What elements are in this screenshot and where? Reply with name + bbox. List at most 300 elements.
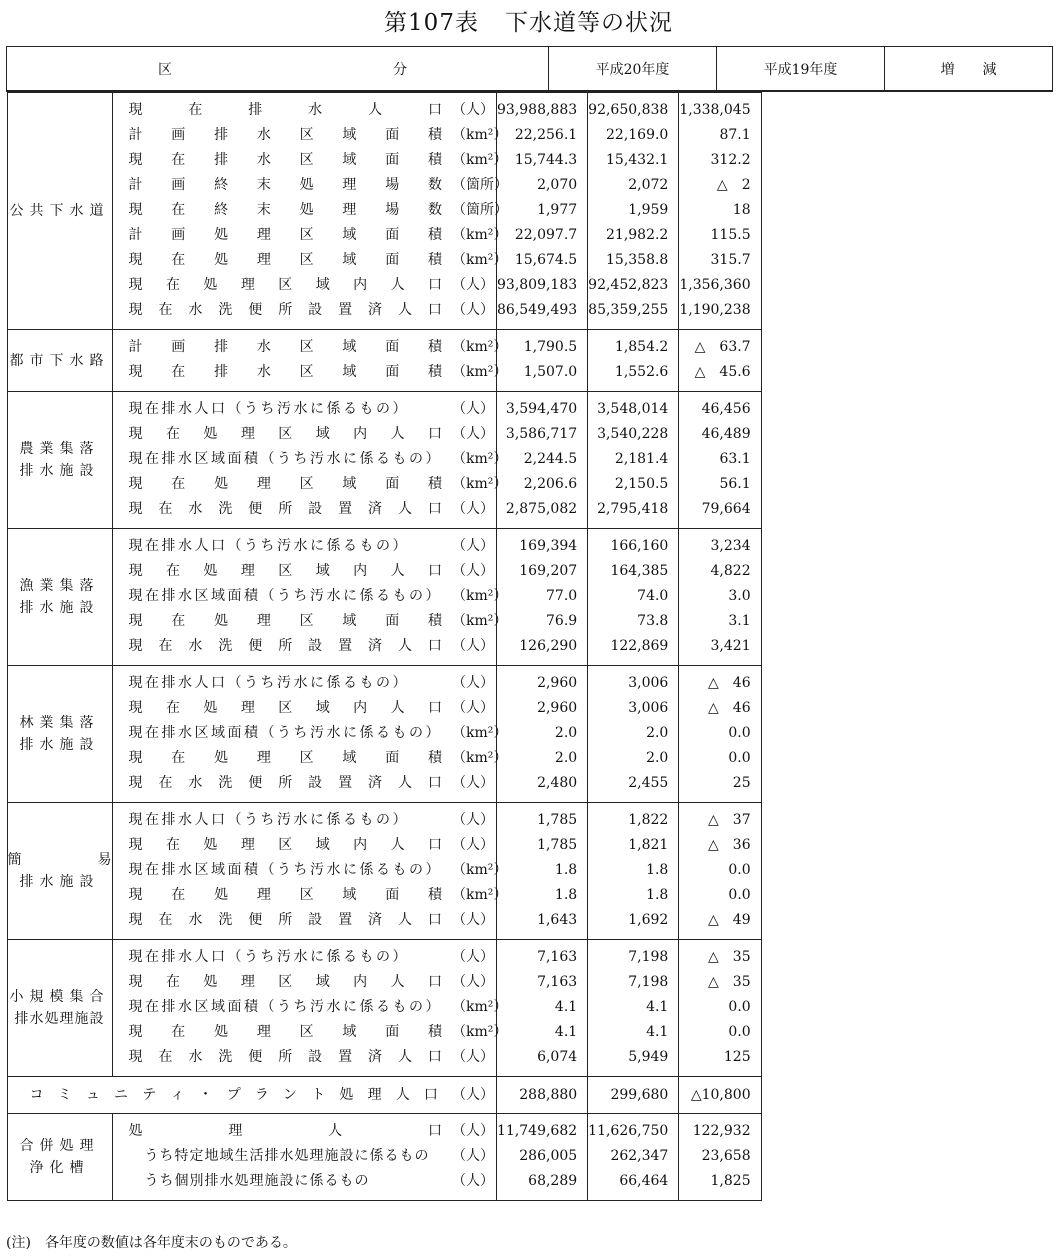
cell-value: 92,650,838 [588,102,669,118]
item-char: 内 [353,974,368,990]
unit-label: （人） [452,1148,494,1164]
cell-value: 2,206.6 [523,476,578,492]
cell-value: 2,070 [537,177,578,193]
table-row [113,273,497,298]
item-char: 域 [342,613,357,629]
table-row [113,833,497,858]
unit-label: （km²） [452,613,508,629]
item-char: 置 [338,638,353,654]
item-char: 設 [308,302,323,318]
category-line-2: 浄化槽 [29,1160,90,1176]
item-char: 現 [128,887,143,903]
item-char: 区 [299,476,314,492]
item-char: 末 [256,202,271,218]
item-char: 人 [397,302,412,318]
item-char: 洗 [218,638,233,654]
item-char: 面 [385,887,400,903]
unit-label: （人） [452,812,494,828]
cell-value: 1.8 [554,887,578,903]
cell-value: △ 46 [708,675,751,691]
item-char: 処 [299,177,314,193]
unit-label: （km²） [452,339,508,355]
item-char: 域 [342,1024,357,1040]
table-row [113,447,508,472]
item-char: 処 [203,426,218,442]
group-groups-5 [7,803,761,940]
cell-value: 3,421 [710,638,751,654]
item-char: 域 [315,563,330,579]
category-label [7,803,112,940]
unit-label: （km²） [452,127,508,143]
item-char: 設 [308,638,323,654]
table-row [113,559,497,584]
item-label: 現在排水人口（うち汚水に係るもの） [128,675,409,691]
cell-value: 25 [732,775,751,791]
item-char: 人 [397,1049,412,1065]
cell-value: 4.1 [554,999,578,1015]
cell-value: 21,982.2 [606,227,669,243]
page-title [0,4,1057,37]
cell-value: 6,074 [537,1049,578,1065]
item-char: 所 [278,775,293,791]
item-label [129,908,453,933]
item-char: 在 [165,974,180,990]
category-line: 公共下水道 [9,203,110,219]
item-char: 設 [308,1049,323,1065]
item-char: 現 [128,837,143,853]
item-char: 在 [158,912,173,928]
h19-column [588,93,679,330]
cell-value: 85,359,255 [588,302,669,318]
cell-value: 2,150.5 [614,476,669,492]
item-char: 済 [368,775,382,791]
cell-value: △ 45.6 [694,364,751,380]
item-char: 区 [299,152,314,168]
cell-value: 2,960 [537,700,578,716]
item-char: 在 [158,638,173,654]
item-char: 人 [368,102,383,118]
item-label [129,771,453,796]
item-char: 域 [315,426,330,442]
item-char: 域 [342,339,357,355]
change-column [679,529,761,666]
header-h19: 平成19年度 [717,47,885,92]
item-label: 現在排水区域面積（うち汚水に係るもの） [128,451,442,467]
item-char: 口 [423,1086,438,1103]
item-char: 口 [427,638,442,654]
item-char: ィ [170,1086,185,1103]
unit-label: （人） [452,837,494,853]
item-char: 設 [308,775,323,791]
item-label [129,422,453,447]
cell-value: 1,977 [537,202,578,218]
cell-value: 4.1 [554,1024,578,1040]
unit-label: （人） [452,949,494,965]
cell-value: 2,455 [628,775,669,791]
item-char: 内 [353,563,368,579]
item-char: 現 [128,700,143,716]
item-char: ミ [57,1086,72,1103]
item-label [129,248,453,273]
h20-column [497,529,588,666]
item-char: 所 [278,638,293,654]
item-char: 人 [390,277,405,293]
item-char: 処 [214,613,229,629]
item-char: 現 [128,476,143,492]
h20-column [497,330,588,392]
cell-value: 1,959 [628,202,669,218]
h19-column [588,1114,679,1201]
item-char: 設 [308,912,323,928]
item-column [112,93,508,330]
item-char: 人 [390,974,405,990]
item-char: 域 [342,750,357,766]
header-change: 増 減 [885,47,1053,92]
item-char: 現 [128,638,143,654]
table-row [113,173,508,198]
table-row [113,858,508,883]
item-label: うち個別排水処理施設に係るもの [144,1173,370,1189]
item-label [129,883,453,908]
header-row [7,47,1053,92]
unit-label: （km²） [452,364,508,380]
cell-value: 2.0 [554,750,578,766]
group-groups-0 [7,93,761,330]
item-char: 積 [427,364,442,380]
cell-value: 262,347 [610,1148,669,1164]
cell-value: 79,664 [701,501,751,517]
community-row [7,1077,761,1114]
cell-value: 2.0 [646,750,669,766]
item-char: 区 [299,252,314,268]
item-char: 水 [188,501,203,517]
unit-label: （km²） [452,588,508,604]
item-label: うち特定地域生活排水処理施設に係るもの [144,1148,430,1164]
item-label: 現在排水人口（うち汚水に係るもの） [128,812,409,828]
cell-value: 2,480 [537,775,578,791]
table-title: 下水道等の状況 [504,10,673,36]
item-char: 理 [256,252,271,268]
item-char: 人 [390,563,405,579]
item-char: 処 [203,277,218,293]
cell-value: 11,626,750 [588,1123,669,1139]
cell-value: 122,869 [610,638,669,654]
item-label [129,497,453,522]
table-row [113,98,497,123]
item-char: 区 [278,837,293,853]
group-groups-6 [7,940,761,1077]
item-column [112,330,508,392]
item-char: 区 [278,426,293,442]
table-row [113,497,497,522]
item-char: 処 [203,563,218,579]
group-groups-2 [7,392,761,529]
table-row [113,534,497,559]
h19-column [588,392,679,529]
item-char: 口 [428,563,442,579]
cell-value: 3,234 [710,538,751,554]
item-char: 置 [338,775,353,791]
item-label [129,198,453,223]
table-row [113,1045,497,1070]
cell-value: 1,507.0 [523,364,578,380]
unit-label: （km²） [452,476,508,492]
cell-value: △ 46 [708,700,751,716]
unit-label: （人） [452,501,494,517]
cell-value: 46,489 [701,426,751,442]
item-char: 域 [315,974,330,990]
item-char: 積 [427,887,442,903]
category-line: 農業集落 [19,441,100,457]
cell-value: 286,005 [519,1148,578,1164]
item-char: 終 [214,202,229,218]
item-char: 理 [256,887,271,903]
table-row [113,721,508,746]
item-label [129,273,453,298]
item-char: 区 [299,339,314,355]
h19-column [588,330,679,392]
cell-value: 169,207 [519,563,578,579]
item-char: 水 [256,364,271,380]
item-char: 積 [427,339,442,355]
item-char: 現 [128,426,143,442]
category-line: 合併処理 [19,1138,100,1154]
cell-value: 93,988,883 [497,102,578,118]
item-char: 現 [128,102,143,118]
category-label [7,330,112,392]
item-label: 現在排水人口（うち汚水に係るもの） [128,949,409,965]
item-char: 在 [171,1024,186,1040]
change-column [679,93,761,330]
item-char: 区 [299,613,314,629]
item-char: 現 [128,202,143,218]
item-char: 積 [427,152,442,168]
item-char: 水 [188,302,203,318]
item-label [129,1045,453,1070]
cell-value: 3,594,470 [505,401,578,417]
item-char: 積 [427,750,442,766]
cell-value: 2,795,418 [597,501,669,517]
group-row [7,93,761,330]
h19-column [588,940,679,1077]
community-label [7,1077,497,1114]
item-char: コ [29,1086,44,1103]
cell-value: 7,163 [537,949,578,965]
item-char: 処 [299,202,314,218]
item-char: 内 [353,700,368,716]
item-char: 便 [248,1049,263,1065]
cell-value [588,1077,679,1114]
category-line-2: 排水施設 [19,463,100,479]
cell-value: 3,548,014 [597,401,669,417]
item-char: 人 [397,775,412,791]
table-row [113,746,508,771]
item-char: 口 [427,775,442,791]
cell-value: 68,289 [528,1173,578,1189]
item-label: 現在排水区域面積（うち汚水に係るもの） [128,725,442,741]
item-char: 口 [428,700,442,716]
item-label [129,148,453,173]
cell-value: 1.8 [554,862,578,878]
unit-label: （km²） [452,227,508,243]
item-char: 現 [128,613,143,629]
item-char: 域 [315,277,330,293]
item-char: 処 [203,700,218,716]
cell-value: 22,169.0 [606,127,669,143]
item-label [129,335,453,360]
item-char: 洗 [218,1049,233,1065]
unit-label: （km²） [452,725,508,741]
value-text: △10,800 [690,1086,751,1103]
cell-value: 2.0 [554,725,578,741]
item-char: 場 [385,177,400,193]
item-char: 理 [228,1123,243,1139]
group-row [7,529,761,666]
table-row [113,970,497,995]
sewerage-table [6,46,1053,1201]
category-label [7,1114,112,1201]
unit-label: （人） [452,401,494,417]
h19-column [588,803,679,940]
item-char: 便 [248,775,263,791]
cell-value: 56.1 [719,476,751,492]
table-row [113,995,508,1020]
item-char: 処 [203,974,218,990]
cell-value: 1.8 [646,887,669,903]
cell-value: 122,932 [692,1123,751,1139]
item-char: 在 [165,277,180,293]
cell-value: 1,190,238 [679,302,751,318]
cell-value: △ 63.7 [694,339,751,355]
item-char: 在 [165,837,180,853]
item-char: 洗 [218,501,233,517]
item-char: 在 [171,202,186,218]
item-char: 面 [385,476,400,492]
cell-value: 315.7 [710,252,751,268]
table-row [113,945,497,970]
table-number: 第107表 [384,10,479,36]
item-char: 口 [428,974,442,990]
item-label [129,746,453,771]
unit-label: （人） [452,102,494,118]
cell-value: 4.1 [646,999,669,1015]
item-char: 済 [368,1049,382,1065]
item-char: テ [142,1086,157,1103]
item-char: 口 [428,837,442,853]
category-line-2: 排水処理施設 [14,1011,105,1027]
cell-value: 166,160 [610,538,669,554]
item-char: 所 [278,912,293,928]
cell-value: 1,552.6 [614,364,669,380]
item-char: 在 [171,252,186,268]
item-char: 内 [353,277,368,293]
item-label: 現在排水人口（うち汚水に係るもの） [128,538,409,554]
item-char: 所 [278,501,293,517]
item-char: 域 [342,476,357,492]
cell-value: 15,674.5 [514,252,578,268]
cell-value: 46,456 [701,401,751,417]
footnote: (注) 各年度の数値は各年度末のものである。 [6,1235,297,1251]
cell-value: 115.5 [710,227,751,243]
item-char: 区 [299,127,314,143]
cell-value: 22,097.7 [514,227,578,243]
cell-value: 3.0 [728,588,751,604]
change-column [679,392,761,529]
cell-value: 87.1 [719,127,751,143]
item-char: 積 [427,252,442,268]
item-char: 区 [278,563,293,579]
item-char: 口 [427,302,442,318]
cell-value: 92,452,823 [588,277,669,293]
cell-value: 0.0 [728,999,751,1015]
category-line-2: 排水施設 [19,737,100,753]
item-label [129,833,453,858]
change-column [679,666,761,803]
h20-column [497,392,588,529]
item-char: 区 [299,1024,314,1040]
cell-value: 73.8 [637,613,669,629]
item-char: 区 [278,277,293,293]
cell-value: 18 [732,202,751,218]
item-column [112,666,508,803]
item-char: 在 [171,476,186,492]
table-row [113,696,497,721]
item-char: 理 [256,750,271,766]
item-char: 設 [308,501,323,517]
cell-value: 2,244.5 [523,451,578,467]
cell-value: 1,854.2 [614,339,669,355]
category-label [7,93,112,330]
item-char: 洗 [218,912,233,928]
cell-value: 0.0 [728,1024,751,1040]
table-row [113,223,508,248]
cell-value: 0.0 [728,750,751,766]
item-char: 積 [427,1024,442,1040]
h20-column [497,803,588,940]
item-char: 便 [248,912,263,928]
item-char: 域 [342,887,357,903]
unit-label: （km²） [452,451,508,467]
item-column [112,940,508,1077]
change-column [679,803,761,940]
table-row [113,771,497,796]
table-row [113,671,497,696]
item-char: 理 [367,1086,382,1103]
cell-value: 2.0 [646,725,669,741]
item-char: 理 [342,177,357,193]
value-text: 299,680 [610,1086,669,1103]
cell-value: 169,394 [519,538,578,554]
item-label [129,472,453,497]
item-char: 域 [315,700,330,716]
group-groups-3 [7,529,761,666]
cell-value: 15,432.1 [606,152,669,168]
change-column [679,330,761,392]
item-char: ト [311,1086,326,1103]
cell-value: 1,338,045 [679,102,751,118]
item-char: 人 [397,501,412,517]
item-label [129,298,453,323]
category-char: 簡 [7,852,22,868]
group-row [7,940,761,1077]
item-char: 現 [128,501,143,517]
item-char: 水 [188,775,203,791]
item-char: 水 [256,152,271,168]
item-char: 済 [368,501,382,517]
item-char: 在 [158,775,173,791]
item-label [129,559,453,584]
table-row [113,1144,497,1169]
